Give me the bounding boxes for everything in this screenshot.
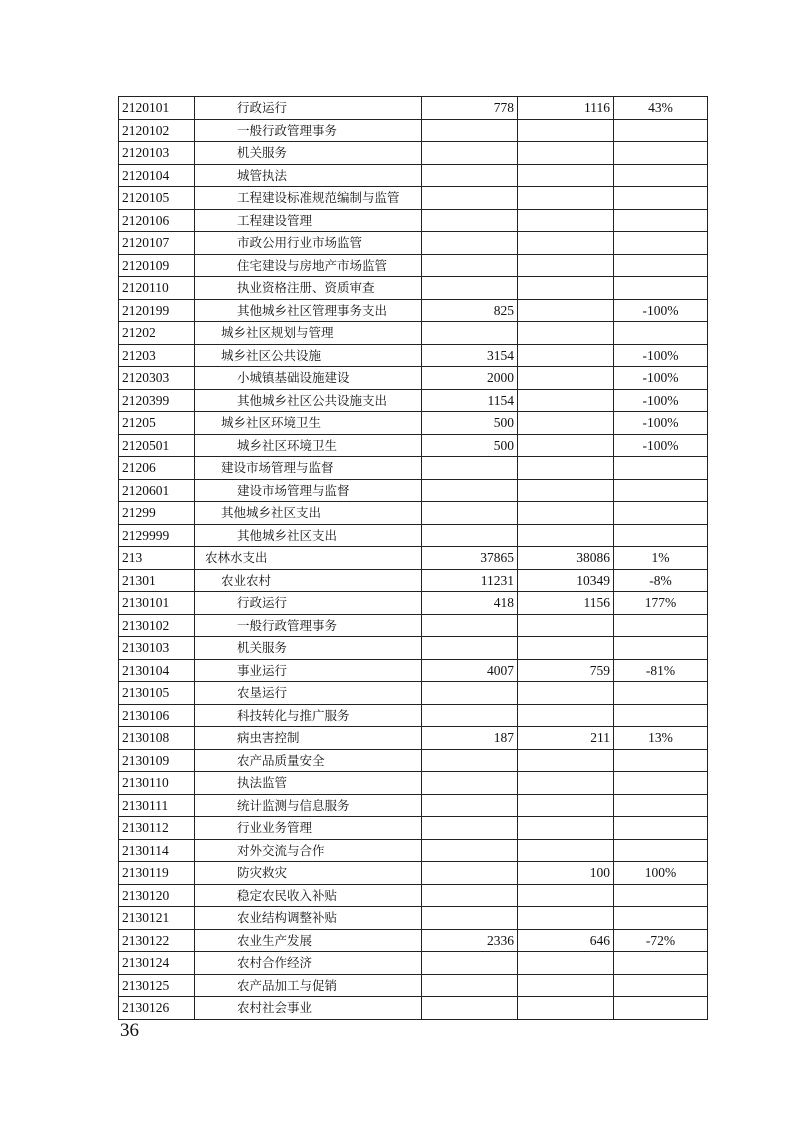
table-row: [119, 637, 708, 660]
row-code: 2130102: [119, 614, 195, 637]
row-code: 2130112: [119, 817, 195, 840]
row-change-pct: [614, 637, 708, 660]
row-name: 一般行政管理事务: [195, 614, 422, 637]
row-name: 稳定农民收入补贴: [195, 884, 422, 907]
table-row: [119, 772, 708, 795]
row-value-a: [422, 794, 518, 817]
row-value-a: [422, 277, 518, 300]
row-code: 2130103: [119, 637, 195, 660]
row-value-b: [518, 839, 614, 862]
row-change-pct: [614, 119, 708, 142]
row-code: 2120303: [119, 367, 195, 390]
row-code: 2120103: [119, 142, 195, 165]
row-name: 小城镇基础设施建设: [195, 367, 422, 390]
budget-table: [118, 96, 708, 1020]
table-row: [119, 817, 708, 840]
row-code: 2129999: [119, 524, 195, 547]
table-row: [119, 659, 708, 682]
row-code: 2120501: [119, 434, 195, 457]
row-code: 2130110: [119, 772, 195, 795]
row-value-a: 825: [422, 299, 518, 322]
row-value-b: [518, 254, 614, 277]
row-value-a: [422, 502, 518, 525]
row-value-a: [422, 772, 518, 795]
row-change-pct: [614, 614, 708, 637]
table-row: [119, 299, 708, 322]
row-code: 2130126: [119, 997, 195, 1020]
row-value-b: [518, 299, 614, 322]
row-value-a: 4007: [422, 659, 518, 682]
table-row: [119, 277, 708, 300]
table-row: [119, 502, 708, 525]
row-value-a: [422, 682, 518, 705]
row-value-a: [422, 749, 518, 772]
row-code: 2120107: [119, 232, 195, 255]
row-value-b: [518, 119, 614, 142]
row-value-b: [518, 682, 614, 705]
row-change-pct: [614, 322, 708, 345]
row-value-b: [518, 614, 614, 637]
row-change-pct: 100%: [614, 862, 708, 885]
table-row: [119, 614, 708, 637]
row-name: 城乡社区环境卫生: [195, 434, 422, 457]
row-value-b: 1156: [518, 592, 614, 615]
row-name: 农业生产发展: [195, 929, 422, 952]
table-row: [119, 164, 708, 187]
table-row: [119, 749, 708, 772]
row-value-b: [518, 142, 614, 165]
row-code: 2130114: [119, 839, 195, 862]
row-name: 农村合作经济: [195, 952, 422, 975]
row-name: 其他城乡社区支出: [195, 524, 422, 547]
row-value-b: [518, 457, 614, 480]
row-change-pct: [614, 997, 708, 1020]
row-value-b: [518, 322, 614, 345]
row-value-b: [518, 997, 614, 1020]
row-change-pct: -100%: [614, 367, 708, 390]
row-name: 工程建设管理: [195, 209, 422, 232]
row-value-a: [422, 322, 518, 345]
row-value-b: [518, 389, 614, 412]
row-value-a: [422, 704, 518, 727]
row-change-pct: -100%: [614, 434, 708, 457]
row-code: 2120101: [119, 97, 195, 120]
row-name: 住宅建设与房地产市场监管: [195, 254, 422, 277]
row-value-a: 3154: [422, 344, 518, 367]
row-value-a: [422, 254, 518, 277]
table-row: [119, 344, 708, 367]
row-value-b: [518, 164, 614, 187]
row-name: 农业结构调整补贴: [195, 907, 422, 930]
row-value-a: [422, 614, 518, 637]
table-row: [119, 682, 708, 705]
table-row: [119, 97, 708, 120]
row-code: 2130108: [119, 727, 195, 750]
row-code: 2130104: [119, 659, 195, 682]
table-row: [119, 997, 708, 1020]
row-value-a: 1154: [422, 389, 518, 412]
row-change-pct: -8%: [614, 569, 708, 592]
row-change-pct: [614, 907, 708, 930]
row-value-b: 211: [518, 727, 614, 750]
row-value-b: [518, 434, 614, 457]
row-value-a: 418: [422, 592, 518, 615]
row-name: 农村社会事业: [195, 997, 422, 1020]
row-name: 城乡社区公共设施: [195, 344, 422, 367]
row-change-pct: [614, 839, 708, 862]
row-value-b: [518, 344, 614, 367]
row-value-a: [422, 232, 518, 255]
row-value-a: 778: [422, 97, 518, 120]
row-change-pct: [614, 682, 708, 705]
table-row: [119, 367, 708, 390]
row-code: 2130124: [119, 952, 195, 975]
row-name: 城乡社区环境卫生: [195, 412, 422, 435]
row-value-b: [518, 479, 614, 502]
table-row: [119, 322, 708, 345]
row-value-b: [518, 367, 614, 390]
row-change-pct: [614, 232, 708, 255]
row-name: 一般行政管理事务: [195, 119, 422, 142]
row-change-pct: 43%: [614, 97, 708, 120]
table-row: [119, 389, 708, 412]
row-name: 农林水支出: [195, 547, 422, 570]
row-change-pct: [614, 952, 708, 975]
row-value-a: [422, 164, 518, 187]
row-code: 2120199: [119, 299, 195, 322]
row-code: 2120105: [119, 187, 195, 210]
row-value-a: [422, 119, 518, 142]
row-code: 2130119: [119, 862, 195, 885]
row-value-b: [518, 974, 614, 997]
row-change-pct: -72%: [614, 929, 708, 952]
table-row: [119, 232, 708, 255]
row-value-b: [518, 794, 614, 817]
table-row: [119, 862, 708, 885]
row-name: 其他城乡社区支出: [195, 502, 422, 525]
row-name: 城乡社区规划与管理: [195, 322, 422, 345]
row-name: 行政运行: [195, 592, 422, 615]
row-value-b: 646: [518, 929, 614, 952]
table-row: [119, 479, 708, 502]
row-change-pct: [614, 209, 708, 232]
row-value-a: [422, 884, 518, 907]
row-change-pct: [614, 457, 708, 480]
row-value-a: [422, 862, 518, 885]
row-value-a: [422, 907, 518, 930]
row-code: 2130111: [119, 794, 195, 817]
row-change-pct: [614, 524, 708, 547]
row-name: 执业资格注册、资质审查: [195, 277, 422, 300]
row-code: 2130101: [119, 592, 195, 615]
row-value-a: 2000: [422, 367, 518, 390]
row-value-b: [518, 772, 614, 795]
table-body: [119, 97, 708, 1020]
row-value-a: [422, 142, 518, 165]
row-change-pct: [614, 772, 708, 795]
row-code: 2120601: [119, 479, 195, 502]
row-code: 21205: [119, 412, 195, 435]
table-row: [119, 254, 708, 277]
row-code: 2130105: [119, 682, 195, 705]
row-value-a: [422, 479, 518, 502]
row-value-b: [518, 187, 614, 210]
row-name: 建设市场管理与监督: [195, 457, 422, 480]
row-value-a: [422, 997, 518, 1020]
row-change-pct: [614, 142, 708, 165]
table-row: [119, 524, 708, 547]
row-code: 21299: [119, 502, 195, 525]
row-value-a: [422, 817, 518, 840]
page-number: 36: [120, 1020, 139, 1041]
row-change-pct: [614, 502, 708, 525]
row-change-pct: [614, 794, 708, 817]
row-value-b: 100: [518, 862, 614, 885]
row-name: 统计监测与信息服务: [195, 794, 422, 817]
table-row: [119, 457, 708, 480]
row-value-b: [518, 907, 614, 930]
row-change-pct: [614, 704, 708, 727]
row-code: 2120106: [119, 209, 195, 232]
row-code: 21206: [119, 457, 195, 480]
row-change-pct: -81%: [614, 659, 708, 682]
row-name: 病虫害控制: [195, 727, 422, 750]
row-value-a: [422, 187, 518, 210]
row-name: 行政运行: [195, 97, 422, 120]
row-code: 2120399: [119, 389, 195, 412]
row-change-pct: -100%: [614, 389, 708, 412]
row-value-b: 38086: [518, 547, 614, 570]
row-value-b: [518, 704, 614, 727]
row-code: 2130121: [119, 907, 195, 930]
row-value-b: 1116: [518, 97, 614, 120]
row-change-pct: [614, 817, 708, 840]
row-name: 市政公用行业市场监管: [195, 232, 422, 255]
row-code: 21301: [119, 569, 195, 592]
row-value-b: [518, 502, 614, 525]
row-value-a: [422, 524, 518, 547]
row-name: 农产品质量安全: [195, 749, 422, 772]
row-code: 2120104: [119, 164, 195, 187]
row-value-b: [518, 749, 614, 772]
row-change-pct: 1%: [614, 547, 708, 570]
table-row: [119, 569, 708, 592]
row-value-a: 187: [422, 727, 518, 750]
row-change-pct: [614, 254, 708, 277]
row-name: 防灾救灾: [195, 862, 422, 885]
row-value-a: [422, 457, 518, 480]
table-row: [119, 592, 708, 615]
row-change-pct: 13%: [614, 727, 708, 750]
table-row: [119, 839, 708, 862]
row-value-a: 37865: [422, 547, 518, 570]
row-change-pct: [614, 749, 708, 772]
row-name: 机关服务: [195, 637, 422, 660]
row-value-b: [518, 817, 614, 840]
table-row: [119, 727, 708, 750]
table-row: [119, 794, 708, 817]
row-code: 2130109: [119, 749, 195, 772]
row-code: 2120110: [119, 277, 195, 300]
table-row: [119, 907, 708, 930]
row-code: 2120109: [119, 254, 195, 277]
table-row: [119, 704, 708, 727]
row-value-b: [518, 209, 614, 232]
table-row: [119, 434, 708, 457]
table-row: [119, 142, 708, 165]
row-change-pct: -100%: [614, 344, 708, 367]
row-name: 机关服务: [195, 142, 422, 165]
row-change-pct: [614, 479, 708, 502]
row-change-pct: [614, 974, 708, 997]
row-name: 农垦运行: [195, 682, 422, 705]
row-code: 2130106: [119, 704, 195, 727]
row-change-pct: [614, 187, 708, 210]
row-name: 科技转化与推广服务: [195, 704, 422, 727]
row-code: 21203: [119, 344, 195, 367]
row-value-a: 2336: [422, 929, 518, 952]
row-change-pct: -100%: [614, 299, 708, 322]
row-value-a: [422, 637, 518, 660]
row-change-pct: [614, 884, 708, 907]
row-value-a: [422, 974, 518, 997]
row-value-a: [422, 209, 518, 232]
row-code: 21202: [119, 322, 195, 345]
row-value-a: [422, 839, 518, 862]
row-code: 2130122: [119, 929, 195, 952]
row-value-b: [518, 412, 614, 435]
row-name: 其他城乡社区公共设施支出: [195, 389, 422, 412]
row-name: 对外交流与合作: [195, 839, 422, 862]
row-value-b: [518, 952, 614, 975]
table-row: [119, 929, 708, 952]
row-name: 其他城乡社区管理事务支出: [195, 299, 422, 322]
table-row: [119, 952, 708, 975]
row-code: 2130120: [119, 884, 195, 907]
row-name: 行业业务管理: [195, 817, 422, 840]
row-code: 2120102: [119, 119, 195, 142]
row-name: 建设市场管理与监督: [195, 479, 422, 502]
row-value-a: [422, 952, 518, 975]
table-row: [119, 412, 708, 435]
row-value-b: 759: [518, 659, 614, 682]
table-row: [119, 974, 708, 997]
table-row: [119, 884, 708, 907]
row-value-b: [518, 524, 614, 547]
row-code: 213: [119, 547, 195, 570]
row-value-b: [518, 232, 614, 255]
table-row: [119, 187, 708, 210]
row-value-b: [518, 884, 614, 907]
row-change-pct: -100%: [614, 412, 708, 435]
row-name: 城管执法: [195, 164, 422, 187]
row-name: 农产品加工与促销: [195, 974, 422, 997]
table-row: [119, 209, 708, 232]
row-name: 执法监管: [195, 772, 422, 795]
row-change-pct: [614, 164, 708, 187]
table-row: [119, 547, 708, 570]
row-value-b: 10349: [518, 569, 614, 592]
row-change-pct: 177%: [614, 592, 708, 615]
row-name: 事业运行: [195, 659, 422, 682]
row-value-a: 11231: [422, 569, 518, 592]
row-value-a: 500: [422, 412, 518, 435]
row-value-b: [518, 277, 614, 300]
row-code: 2130125: [119, 974, 195, 997]
row-value-b: [518, 637, 614, 660]
row-change-pct: [614, 277, 708, 300]
row-name: 农业农村: [195, 569, 422, 592]
row-value-a: 500: [422, 434, 518, 457]
row-name: 工程建设标准规范编制与监管: [195, 187, 422, 210]
table-row: [119, 119, 708, 142]
